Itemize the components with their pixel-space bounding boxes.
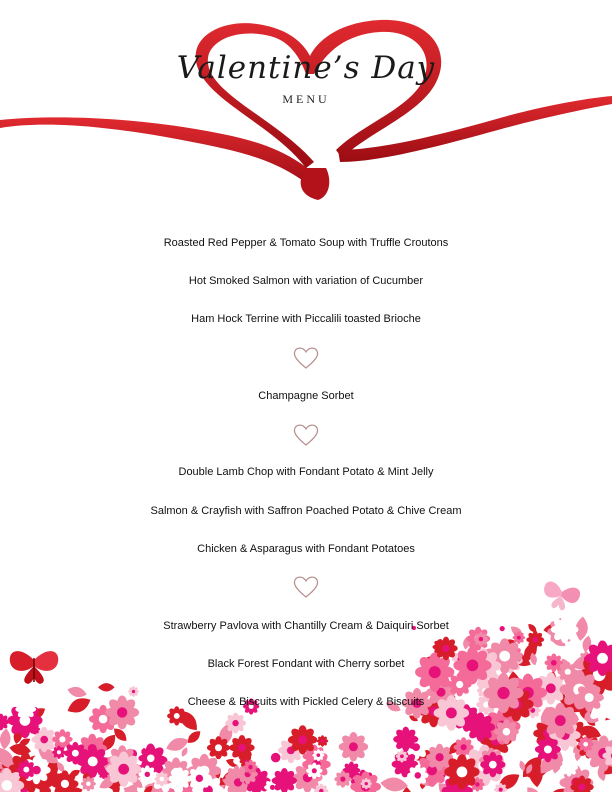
menu-item: Strawberry Pavlova with Chantilly Cream & Daiquiri Sorbet xyxy=(163,620,449,632)
menu-item: Black Forest Fondant with Cherry sorbet xyxy=(207,658,405,670)
menu-item: Champagne Sorbet xyxy=(258,390,354,402)
menu-title: Valentine’s Day xyxy=(176,50,436,86)
menu-item: Salmon & Crayfish with Saffron Poached Potato & Chive Cream xyxy=(150,505,462,517)
butterfly-icon xyxy=(540,580,582,614)
menu-item: Roasted Red Pepper & Tomato Soup with Truffle Croutons xyxy=(163,237,449,249)
menu-item: Cheese & Biscuits with Pickled Celery & Biscuits xyxy=(187,696,425,708)
menu-subtitle: MENU xyxy=(282,92,330,106)
menu-item: Hot Smoked Salmon with variation of Cucumber xyxy=(188,275,424,287)
menu-item: Double Lamb Chop with Fondant Potato & Mint Jelly xyxy=(178,466,434,478)
menu-item: Ham Hock Terrine with Piccalili toasted Brioche xyxy=(191,313,421,325)
menu-item: Chicken & Asparagus with Fondant Potatoes xyxy=(197,543,415,555)
